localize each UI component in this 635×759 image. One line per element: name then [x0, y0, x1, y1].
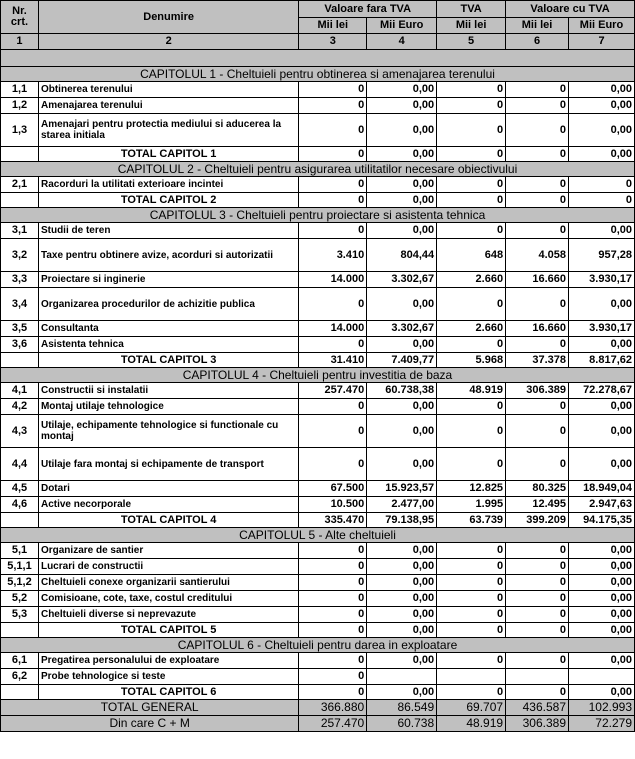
- val-mii-euro-fara-tva: 804,44: [367, 239, 437, 272]
- item-number: 5,1,2: [1, 575, 39, 591]
- chapter-header-row: [1, 368, 635, 383]
- header-valoare-cu-tva: Valoare cu TVA: [506, 1, 635, 18]
- chapter-total-row: [1, 685, 635, 700]
- val-mii-lei-fara-tva: 0: [299, 399, 367, 415]
- val-mii-euro-cu-tva: 0,00: [569, 223, 635, 239]
- val-mii-euro-cu-tva: 0,00: [569, 685, 635, 700]
- tva-mii-lei: 0: [437, 82, 506, 98]
- val-mii-lei-fara-tva: 0: [299, 623, 367, 638]
- val-mii-euro-fara-tva: 60.738,38: [367, 383, 437, 399]
- val-mii-lei-fara-tva: 14.000: [299, 272, 367, 288]
- blank-cell: [1, 623, 39, 638]
- item-name: Cheltuieli diverse si neprevazute: [38, 607, 298, 623]
- val-mii-lei-fara-tva: 0: [299, 98, 367, 114]
- tva-mii-lei: 0: [437, 223, 506, 239]
- val-mii-lei-fara-tva: 0: [299, 223, 367, 239]
- val-mii-lei-fara-tva: 0: [299, 177, 367, 193]
- item-name: Proiectare si inginerie: [38, 272, 298, 288]
- val-mii-euro-cu-tva: 8.817,62: [569, 353, 635, 368]
- val-mii-lei-fara-tva: 0: [299, 607, 367, 623]
- val-mii-lei-cu-tva: 0: [506, 98, 569, 114]
- val-mii-euro-cu-tva: 2.947,63: [569, 497, 635, 513]
- val-mii-lei-cu-tva: 0: [506, 685, 569, 700]
- cost-item-row: [1, 82, 635, 98]
- val-mii-lei-cu-tva: 4.058: [506, 239, 569, 272]
- val-mii-euro-fara-tva: 0,00: [367, 448, 437, 481]
- val-mii-lei-fara-tva: 0: [299, 82, 367, 98]
- val-mii-euro-fara-tva: 15.923,57: [367, 481, 437, 497]
- blank-cell: [1, 353, 39, 368]
- chapter-header-row: [1, 208, 635, 223]
- item-name: Taxe pentru obtinere avize, acorduri si autorizatii: [38, 239, 298, 272]
- tva-mii-lei: [437, 669, 506, 685]
- chapter-total-label: TOTAL CAPITOL 4: [38, 513, 298, 528]
- val-mii-lei-fara-tva: 3.410: [299, 239, 367, 272]
- val-mii-lei-fara-tva: 0: [299, 559, 367, 575]
- cost-item-row: [1, 559, 635, 575]
- val-mii-lei-cu-tva: 0: [506, 147, 569, 162]
- val-mii-lei-cu-tva: 436.587: [506, 700, 569, 716]
- total-general-row: [1, 700, 635, 716]
- cost-item-row: [1, 98, 635, 114]
- chapter-header-row: [1, 638, 635, 653]
- val-mii-lei-fara-tva: 257.470: [299, 383, 367, 399]
- val-mii-lei-cu-tva: 0: [506, 653, 569, 669]
- item-number: 3,4: [1, 288, 39, 321]
- tva-mii-lei: 5.968: [437, 353, 506, 368]
- chapter-header-row: [1, 528, 635, 543]
- val-mii-euro-fara-tva: 3.302,67: [367, 272, 437, 288]
- tva-mii-lei: 2.660: [437, 272, 506, 288]
- val-mii-lei-cu-tva: 0: [506, 399, 569, 415]
- tva-mii-lei: 0: [437, 415, 506, 448]
- val-mii-lei-cu-tva: 80.325: [506, 481, 569, 497]
- cost-item-row: [1, 653, 635, 669]
- header-mii-lei-cu-tva: Mii lei: [506, 18, 569, 34]
- val-mii-euro-fara-tva: 0,00: [367, 98, 437, 114]
- chapter-header-row: [1, 162, 635, 177]
- val-mii-euro-fara-tva: 3.302,67: [367, 321, 437, 337]
- val-mii-lei-cu-tva: 306.389: [506, 716, 569, 732]
- tva-mii-lei: 0: [437, 685, 506, 700]
- header-tva: TVA: [437, 1, 506, 18]
- din-care-cm-row: [1, 716, 635, 732]
- val-mii-lei-fara-tva: 67.500: [299, 481, 367, 497]
- val-mii-lei-cu-tva: 37.378: [506, 353, 569, 368]
- cost-item-row: [1, 481, 635, 497]
- val-mii-lei-fara-tva: 0: [299, 415, 367, 448]
- chapter-title: CAPITOLUL 2 - Cheltuieli pentru asigurarea utilitatilor necesare obiectivului: [1, 162, 635, 177]
- tva-mii-lei: 0: [437, 177, 506, 193]
- val-mii-euro-cu-tva: 72.278,67: [569, 383, 635, 399]
- item-number: 4,6: [1, 497, 39, 513]
- val-mii-lei-fara-tva: 14.000: [299, 321, 367, 337]
- val-mii-euro-cu-tva: 94.175,35: [569, 513, 635, 528]
- item-number: 3,5: [1, 321, 39, 337]
- val-mii-euro-fara-tva: 0,00: [367, 193, 437, 208]
- val-mii-lei-cu-tva: 0: [506, 114, 569, 147]
- item-number: 3,1: [1, 223, 39, 239]
- val-mii-euro-fara-tva: 79.138,95: [367, 513, 437, 528]
- chapter-title: CAPITOLUL 4 - Cheltuieli pentru investitia de baza: [1, 368, 635, 383]
- cost-item-row: [1, 223, 635, 239]
- item-number: 4,3: [1, 415, 39, 448]
- val-mii-euro-cu-tva: 0,00: [569, 543, 635, 559]
- item-number: 3,6: [1, 337, 39, 353]
- chapter-total-row: [1, 193, 635, 208]
- val-mii-euro-fara-tva: 0,00: [367, 575, 437, 591]
- tva-mii-lei: 2.660: [437, 321, 506, 337]
- din-care-cm-label: Din care C + M: [1, 716, 299, 732]
- item-name: Cheltuieli conexe organizarii santierului: [38, 575, 298, 591]
- cost-item-row: [1, 448, 635, 481]
- val-mii-euro-cu-tva: 0: [569, 193, 635, 208]
- val-mii-euro-cu-tva: 0,00: [569, 653, 635, 669]
- val-mii-euro-cu-tva: 0,00: [569, 98, 635, 114]
- tva-mii-lei: 0: [437, 591, 506, 607]
- header-mii-lei-tva: Mii lei: [437, 18, 506, 34]
- item-name: Utilaje fara montaj si echipamente de transport: [38, 448, 298, 481]
- val-mii-lei-fara-tva: 0: [299, 147, 367, 162]
- cost-item-row: [1, 239, 635, 272]
- blank-cell: [1, 685, 39, 700]
- val-mii-euro-cu-tva: 957,28: [569, 239, 635, 272]
- val-mii-euro-fara-tva: 0,00: [367, 543, 437, 559]
- tva-mii-lei: 0: [437, 653, 506, 669]
- tva-mii-lei: 0: [437, 147, 506, 162]
- cost-item-row: [1, 543, 635, 559]
- blank-cell: [1, 193, 39, 208]
- chapter-total-row: [1, 623, 635, 638]
- val-mii-euro-fara-tva: 0,00: [367, 114, 437, 147]
- item-name: Consultanta: [38, 321, 298, 337]
- val-mii-lei-cu-tva: 0: [506, 623, 569, 638]
- chapter-total-row: [1, 353, 635, 368]
- cost-item-row: [1, 114, 635, 147]
- header-mii-euro-cu-tva: Mii Euro: [569, 18, 635, 34]
- val-mii-lei-fara-tva: 0: [299, 543, 367, 559]
- tva-mii-lei: 1.995: [437, 497, 506, 513]
- header-mii-euro-fara-tva: Mii Euro: [367, 18, 437, 34]
- cost-item-row: [1, 497, 635, 513]
- header-nr: Nr. crt.: [1, 1, 39, 34]
- item-name: Montaj utilaje tehnologice: [38, 399, 298, 415]
- val-mii-euro-fara-tva: 60.738: [367, 716, 437, 732]
- item-name: Asistenta tehnica: [38, 337, 298, 353]
- cost-item-row: [1, 607, 635, 623]
- val-mii-lei-fara-tva: 0: [299, 669, 367, 685]
- val-mii-lei-cu-tva: 0: [506, 415, 569, 448]
- val-mii-lei-fara-tva: 0: [299, 337, 367, 353]
- cost-item-row: [1, 321, 635, 337]
- item-number: 2,1: [1, 177, 39, 193]
- val-mii-euro-fara-tva: 0,00: [367, 653, 437, 669]
- val-mii-lei-cu-tva: 0: [506, 575, 569, 591]
- item-number: 5,1: [1, 543, 39, 559]
- val-mii-lei-fara-tva: 10.500: [299, 497, 367, 513]
- val-mii-lei-cu-tva: 306.389: [506, 383, 569, 399]
- cost-item-row: [1, 591, 635, 607]
- item-number: 5,3: [1, 607, 39, 623]
- val-mii-lei-fara-tva: 0: [299, 114, 367, 147]
- cost-item-row: [1, 669, 635, 685]
- val-mii-euro-cu-tva: 3.930,17: [569, 272, 635, 288]
- tva-mii-lei: 0: [437, 448, 506, 481]
- val-mii-lei-cu-tva: 0: [506, 337, 569, 353]
- cost-item-row: [1, 399, 635, 415]
- column-number: 4: [367, 34, 437, 50]
- chapter-total-label: TOTAL CAPITOL 5: [38, 623, 298, 638]
- cost-item-row: [1, 575, 635, 591]
- val-mii-euro-cu-tva: 0,00: [569, 337, 635, 353]
- val-mii-euro-fara-tva: 0,00: [367, 223, 437, 239]
- val-mii-lei-fara-tva: 0: [299, 591, 367, 607]
- item-name: Racorduri la utilitati exterioare incintei: [38, 177, 298, 193]
- column-number: 6: [506, 34, 569, 50]
- chapter-total-row: [1, 513, 635, 528]
- val-mii-lei-cu-tva: [506, 669, 569, 685]
- column-number: 2: [38, 34, 298, 50]
- cost-item-row: [1, 337, 635, 353]
- val-mii-euro-cu-tva: 0,00: [569, 575, 635, 591]
- val-mii-euro-cu-tva: 0,00: [569, 591, 635, 607]
- val-mii-lei-fara-tva: 0: [299, 288, 367, 321]
- val-mii-lei-fara-tva: 0: [299, 653, 367, 669]
- item-number: 4,2: [1, 399, 39, 415]
- val-mii-lei-cu-tva: 0: [506, 591, 569, 607]
- chapter-title: CAPITOLUL 6 - Cheltuieli pentru darea in exploatare: [1, 638, 635, 653]
- tva-mii-lei: 69.707: [437, 700, 506, 716]
- item-number: 4,1: [1, 383, 39, 399]
- item-name: Comisioane, cote, taxe, costul creditului: [38, 591, 298, 607]
- val-mii-euro-fara-tva: 7.409,77: [367, 353, 437, 368]
- header-valoare-fara-tva: Valoare fara TVA: [299, 1, 437, 18]
- val-mii-euro-fara-tva: 0,00: [367, 399, 437, 415]
- cost-item-row: [1, 288, 635, 321]
- val-mii-euro-cu-tva: 0,00: [569, 114, 635, 147]
- item-name: Obtinerea terenului: [38, 82, 298, 98]
- val-mii-euro-fara-tva: 0,00: [367, 607, 437, 623]
- item-number: 4,5: [1, 481, 39, 497]
- val-mii-euro-fara-tva: 0,00: [367, 685, 437, 700]
- val-mii-euro-cu-tva: 0,00: [569, 607, 635, 623]
- val-mii-euro-cu-tva: 0: [569, 177, 635, 193]
- chapter-total-row: [1, 147, 635, 162]
- tva-mii-lei: 0: [437, 559, 506, 575]
- val-mii-lei-fara-tva: 335.470: [299, 513, 367, 528]
- cost-item-row: [1, 383, 635, 399]
- item-name: Amenajarea terenului: [38, 98, 298, 114]
- item-name: Constructii si instalatii: [38, 383, 298, 399]
- val-mii-lei-fara-tva: 257.470: [299, 716, 367, 732]
- blank-separator-row: [1, 50, 635, 67]
- chapter-total-label: TOTAL CAPITOL 1: [38, 147, 298, 162]
- val-mii-lei-fara-tva: 366.880: [299, 700, 367, 716]
- tva-mii-lei: 0: [437, 193, 506, 208]
- tva-mii-lei: 0: [437, 623, 506, 638]
- val-mii-lei-fara-tva: 0: [299, 575, 367, 591]
- val-mii-euro-cu-tva: 18.949,04: [569, 481, 635, 497]
- chapter-total-label: TOTAL CAPITOL 3: [38, 353, 298, 368]
- tva-mii-lei: 0: [437, 288, 506, 321]
- val-mii-euro-fara-tva: 0,00: [367, 82, 437, 98]
- tva-mii-lei: 0: [437, 543, 506, 559]
- tva-mii-lei: 0: [437, 114, 506, 147]
- tva-mii-lei: 0: [437, 399, 506, 415]
- val-mii-euro-fara-tva: 86.549: [367, 700, 437, 716]
- item-name: Studii de teren: [38, 223, 298, 239]
- val-mii-lei-cu-tva: 16.660: [506, 272, 569, 288]
- header-denumire: Denumire: [38, 1, 298, 34]
- val-mii-euro-fara-tva: 2.477,00: [367, 497, 437, 513]
- tva-mii-lei: 0: [437, 575, 506, 591]
- val-mii-euro-cu-tva: 72.279: [569, 716, 635, 732]
- val-mii-lei-cu-tva: 0: [506, 223, 569, 239]
- tva-mii-lei: 648: [437, 239, 506, 272]
- val-mii-lei-cu-tva: 399.209: [506, 513, 569, 528]
- item-number: 1,2: [1, 98, 39, 114]
- val-mii-lei-cu-tva: 0: [506, 82, 569, 98]
- item-number: 3,3: [1, 272, 39, 288]
- val-mii-lei-fara-tva: 0: [299, 448, 367, 481]
- item-number: 1,3: [1, 114, 39, 147]
- item-name: Lucrari de constructii: [38, 559, 298, 575]
- column-number: 1: [1, 34, 39, 50]
- val-mii-lei-cu-tva: 0: [506, 607, 569, 623]
- item-name: Organizare de santier: [38, 543, 298, 559]
- header-mii-lei-fara-tva: Mii lei: [299, 18, 367, 34]
- chapter-title: CAPITOLUL 5 - Alte cheltuieli: [1, 528, 635, 543]
- val-mii-euro-fara-tva: 0,00: [367, 623, 437, 638]
- tva-mii-lei: 48.919: [437, 716, 506, 732]
- val-mii-euro-fara-tva: 0,00: [367, 177, 437, 193]
- item-number: 5,2: [1, 591, 39, 607]
- val-mii-euro-cu-tva: 0,00: [569, 623, 635, 638]
- item-name: Probe tehnologice si teste: [38, 669, 298, 685]
- val-mii-euro-cu-tva: 0,00: [569, 399, 635, 415]
- val-mii-euro-cu-tva: 0,00: [569, 415, 635, 448]
- cost-item-row: [1, 272, 635, 288]
- column-number: 5: [437, 34, 506, 50]
- tva-mii-lei: 12.825: [437, 481, 506, 497]
- val-mii-lei-fara-tva: 0: [299, 193, 367, 208]
- val-mii-euro-cu-tva: 0,00: [569, 147, 635, 162]
- val-mii-euro-fara-tva: 0,00: [367, 337, 437, 353]
- val-mii-euro-fara-tva: 0,00: [367, 415, 437, 448]
- total-general-label: TOTAL GENERAL: [1, 700, 299, 716]
- val-mii-euro-cu-tva: 3.930,17: [569, 321, 635, 337]
- val-mii-euro-cu-tva: 0,00: [569, 559, 635, 575]
- val-mii-lei-cu-tva: 0: [506, 177, 569, 193]
- val-mii-euro-fara-tva: [367, 669, 437, 685]
- val-mii-euro-cu-tva: 102.993: [569, 700, 635, 716]
- item-number: 6,2: [1, 669, 39, 685]
- val-mii-lei-fara-tva: 31.410: [299, 353, 367, 368]
- val-mii-euro-fara-tva: 0,00: [367, 147, 437, 162]
- item-name: Pregatirea personalului de exploatare: [38, 653, 298, 669]
- val-mii-lei-cu-tva: 16.660: [506, 321, 569, 337]
- item-name: Dotari: [38, 481, 298, 497]
- chapter-title: CAPITOLUL 3 - Cheltuieli pentru proiectare si asistenta tehnica: [1, 208, 635, 223]
- val-mii-lei-cu-tva: 0: [506, 543, 569, 559]
- chapter-header-row: [1, 67, 635, 82]
- val-mii-euro-cu-tva: 0,00: [569, 288, 635, 321]
- cost-item-row: [1, 177, 635, 193]
- val-mii-lei-cu-tva: 0: [506, 193, 569, 208]
- tva-mii-lei: 63.739: [437, 513, 506, 528]
- item-name: Utilaje, echipamente tehnologice si functionale cu montaj: [38, 415, 298, 448]
- val-mii-euro-fara-tva: 0,00: [367, 559, 437, 575]
- item-name: Organizarea procedurilor de achizitie publica: [38, 288, 298, 321]
- column-number: 3: [299, 34, 367, 50]
- tva-mii-lei: 0: [437, 98, 506, 114]
- item-number: 6,1: [1, 653, 39, 669]
- item-number: 5,1,1: [1, 559, 39, 575]
- val-mii-lei-cu-tva: 0: [506, 448, 569, 481]
- tva-mii-lei: 48.919: [437, 383, 506, 399]
- val-mii-lei-cu-tva: 12.495: [506, 497, 569, 513]
- blank-cell: [1, 513, 39, 528]
- chapter-total-label: TOTAL CAPITOL 2: [38, 193, 298, 208]
- val-mii-euro-cu-tva: [569, 669, 635, 685]
- tva-mii-lei: 0: [437, 337, 506, 353]
- val-mii-euro-fara-tva: 0,00: [367, 591, 437, 607]
- blank-cell: [1, 50, 635, 67]
- item-number: 1,1: [1, 82, 39, 98]
- val-mii-lei-fara-tva: 0: [299, 685, 367, 700]
- val-mii-euro-cu-tva: 0,00: [569, 82, 635, 98]
- chapter-total-label: TOTAL CAPITOL 6: [38, 685, 298, 700]
- tva-mii-lei: 0: [437, 607, 506, 623]
- val-mii-euro-cu-tva: 0,00: [569, 448, 635, 481]
- val-mii-lei-cu-tva: 0: [506, 559, 569, 575]
- val-mii-euro-fara-tva: 0,00: [367, 288, 437, 321]
- item-number: 3,2: [1, 239, 39, 272]
- blank-cell: [1, 147, 39, 162]
- item-number: 4,4: [1, 448, 39, 481]
- item-name: Active necorporale: [38, 497, 298, 513]
- chapter-title: CAPITOLUL 1 - Cheltuieli pentru obtinerea si amenajarea terenului: [1, 67, 635, 82]
- item-name: Amenajari pentru protectia mediului si aducerea la starea initiala: [38, 114, 298, 147]
- column-number: 7: [569, 34, 635, 50]
- val-mii-lei-cu-tva: 0: [506, 288, 569, 321]
- cost-item-row: [1, 415, 635, 448]
